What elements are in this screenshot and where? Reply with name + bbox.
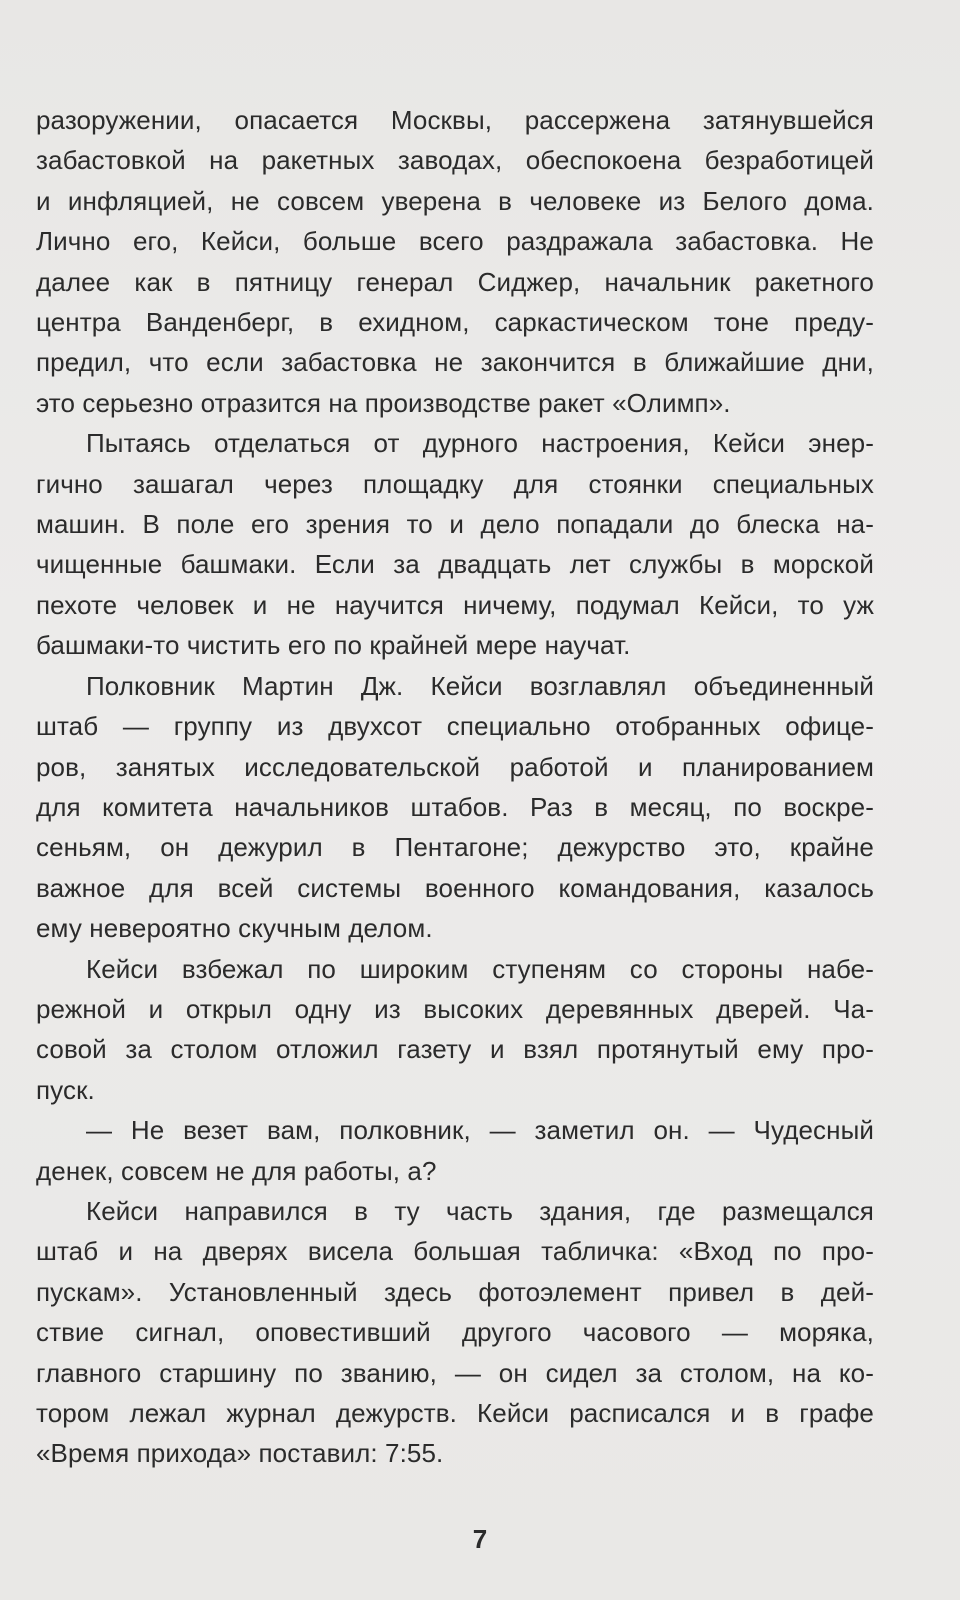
text-line: гично зашагал через площадку для стоянки специальных (36, 468, 874, 499)
text-line: Кейси взбежал по широким ступеням со стороны набе- (86, 953, 874, 984)
text-line: совой за столом отложил газету и взял протянутый ему про- (36, 1034, 874, 1065)
page-number: 7 (472, 1524, 488, 1554)
text-line: штаб — группу из двухсот специально отобранных офице- (36, 711, 874, 742)
paragraph (36, 666, 874, 949)
paragraph (36, 100, 874, 423)
text-line: башмаки-то чистить его по крайней мере научат. (36, 630, 631, 661)
text-line: разоружении, опасается Москвы, рассержена затянувшейся (36, 105, 874, 135)
text-line: «Время прихода» поставил: 7:55. (36, 1438, 444, 1469)
paragraph (36, 949, 874, 1111)
text-line: и инфляцией, не совсем уверена в человеке из Белого дома. (36, 185, 874, 216)
text-line: важное для всей системы военного командования, казалось (36, 872, 874, 903)
text-line: для комитета начальников штабов. Раз в месяц, по воскре- (36, 791, 874, 822)
text-line: Пытаясь отделаться от дурного настроения, Кейси энер- (86, 428, 874, 459)
text-line: чищенные башмаки. Если за двадцать лет службы в морской (36, 549, 874, 580)
text-line: пускам». Установленный здесь фотоэлемент привел в дей- (36, 1276, 874, 1307)
text-line: ему невероятно скучным делом. (36, 913, 433, 944)
text-line: штаб и на дверях висела большая табличка: «Вход по про- (36, 1236, 874, 1267)
text-line: это серьезно отразится на производстве ракет «Олимп». (36, 387, 731, 418)
paragraph (36, 1191, 874, 1474)
text-line: режной и открыл одну из высоких деревянных дверей. Ча- (36, 993, 874, 1024)
text-line: Кейси направился в ту часть здания, где размещался (86, 1195, 874, 1226)
text-line: пехоте человек и не научится ничему, подумал Кейси, то уж (36, 589, 874, 620)
text-line: сеньям, он дежурил в Пентагоне; дежурство это, крайне (36, 832, 874, 863)
text-line: предил, что если забастовка не закончится в ближайшие дни, (36, 347, 874, 378)
text-line: главного старшину по званию, — он сидел за столом, на ко- (36, 1357, 874, 1388)
body-text (36, 100, 874, 1474)
text-line: денек, совсем не для работы, а? (36, 1155, 437, 1186)
paragraph (36, 1110, 874, 1191)
text-line: Полковник Мартин Дж. Кейси возглавлял объединенный (86, 670, 874, 701)
paragraph (36, 423, 874, 665)
text-line: пуск. (36, 1074, 95, 1105)
text-line: — Не везет вам, полковник, — заметил он. — Чудесный (86, 1115, 874, 1146)
text-line: ров, занятых исследовательской работой и планированием (36, 751, 874, 782)
text-line: тором лежал журнал дежурств. Кейси расписался и в графе (36, 1398, 874, 1428)
text-line: центра Ванденберг, в ехидном, саркастическом тоне преду- (36, 307, 874, 338)
text-line: забастовкой на ракетных заводах, обеспокоена безработицей (36, 145, 874, 176)
text-line: далее как в пятницу генерал Сиджер, начальник ракетного (36, 266, 874, 297)
text-line: ствие сигнал, оповестивший другого часового — моряка, (36, 1317, 874, 1348)
text-line: Лично его, Кейси, больше всего раздражала забастовка. Не (36, 226, 874, 257)
text-line: машин. В поле его зрения то и дело попадали до блеска на- (36, 509, 874, 540)
